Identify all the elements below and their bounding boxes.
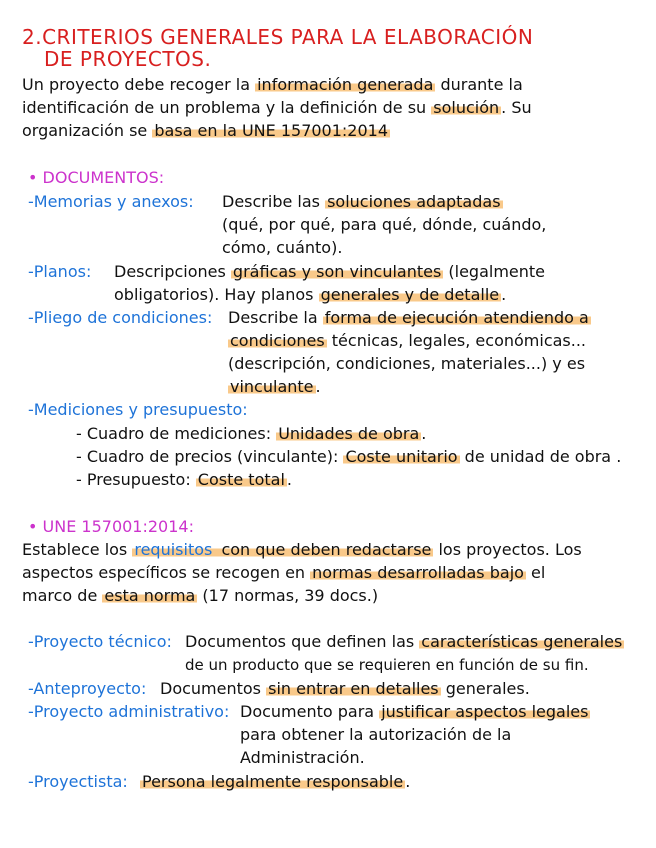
anteproyecto-label: -Anteproyecto: xyxy=(28,679,147,698)
tecnico-label: -Proyecto técnico: xyxy=(28,632,172,651)
memorias-line-2: (qué, por qué, para qué, dónde, cuándo, xyxy=(222,215,547,234)
anteproyecto-line: Documentos sin entrar en detalles generales. xyxy=(160,679,530,698)
intro-line-2: identificación de un problema y la definición de su solución . Su xyxy=(22,98,532,117)
administrativo-line-3: Administración. xyxy=(240,748,365,767)
documentos-heading: • DOCUMENTOS: xyxy=(28,168,165,187)
title-line-1: 2.CRITERIOS GENERALES PARA LA ELABORACIÓN xyxy=(22,25,534,49)
administrativo-line-1: Documento para justificar aspectos legales xyxy=(240,702,589,721)
administrativo-line-2: para obtener la autorización de la xyxy=(240,725,512,744)
proyectista-line: Persona legalmente responsable . xyxy=(142,772,411,791)
une-line-2: aspectos específicos se recogen en normas desarrolladas bajo el xyxy=(22,563,546,582)
memorias-label: -Memorias y anexos: xyxy=(28,192,194,211)
pliego-line-2: condiciones técnicas, legales, económicas... xyxy=(230,331,587,350)
administrativo-label: -Proyecto administrativo: xyxy=(28,702,230,721)
proyectista-label: -Proyectista: xyxy=(28,772,128,791)
une-line-1: Establece los requisitos con que deben redactarse los proyectos. Los xyxy=(22,540,582,559)
pliego-line-1: Describe la forma de ejecución atendiendo a xyxy=(228,308,589,327)
pliego-line-4: vinculante . xyxy=(230,377,321,396)
pliego-label: -Pliego de condiciones: xyxy=(28,308,213,327)
une-heading: • UNE 157001:2014: xyxy=(28,517,194,536)
tecnico-line-2: de un producto que se requieren en función de su fin. xyxy=(185,656,589,674)
pliego-line-3: (descripción, condiciones, materiales...) y es xyxy=(228,354,586,373)
memorias-line-3: cómo, cuánto). xyxy=(222,238,343,257)
planos-line-2: obligatorios). Hay planos generales y de detalle . xyxy=(114,285,507,304)
mediciones-item-3: - Presupuesto: Coste total . xyxy=(76,470,292,489)
planos-line-1: Descripciones gráficas y son vinculantes (legalmente xyxy=(114,262,546,281)
planos-label: -Planos: xyxy=(28,262,92,281)
mediciones-item-1: - Cuadro de mediciones: Unidades de obra . xyxy=(76,424,427,443)
intro-line-1: Un proyecto debe recoger la información generada durante la xyxy=(22,75,523,94)
mediciones-item-2: - Cuadro de precios (vinculante): Coste unitario de unidad de obra . xyxy=(76,447,622,466)
intro-line-3: organización se basa en la UNE 157001:2014 xyxy=(22,121,389,140)
memorias-line-1: Describe las soluciones adaptadas xyxy=(222,192,501,211)
mediciones-label: -Mediciones y presupuesto: xyxy=(28,400,248,419)
tecnico-line-1: Documentos que definen las características generales xyxy=(185,632,623,651)
title-line-2: DE PROYECTOS. xyxy=(44,47,212,71)
une-line-3: marco de esta norma (17 normas, 39 docs.) xyxy=(22,586,379,605)
